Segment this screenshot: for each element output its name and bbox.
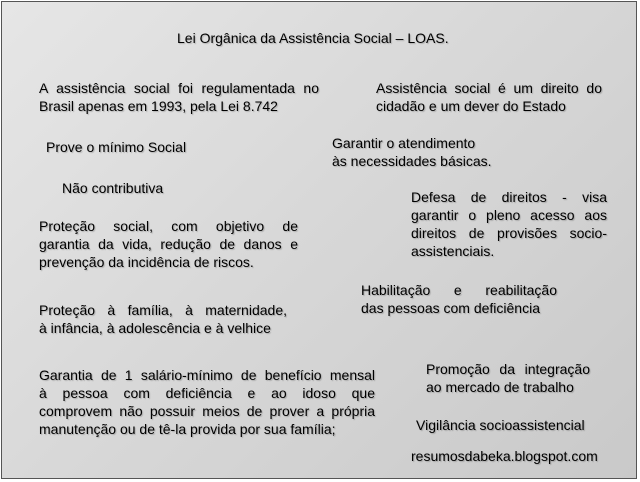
garantia-salario-text [39,366,375,438]
garantia-salario-line-1: Garantia de 1 salário-mínimo de benefício mensal [39,367,375,383]
habilitacao-text [361,281,557,317]
atendimento-line-2: às necessidades básicas. [332,153,492,169]
slide-title: Lei Orgânica da Assistência Social – LOAS. [177,30,449,46]
direito-text [376,79,602,115]
promocao-line-1: Promoção da integração [426,361,590,377]
direito-line-2: cidadão e um dever do Estado [376,98,566,114]
atendimento-line-1: Garantir o atendimento [332,135,476,151]
blog-url-text: resumosdabeka.blogspot.com [411,448,598,464]
defesa-line-4: assistenciais. [411,243,495,259]
defesa-direitos-text [411,188,607,260]
protecao-social-line-1: Proteção social, com objetivo de [39,218,298,234]
habilitacao-line-2: das pessoas com deficiência [361,300,540,316]
vigilancia-text: Vigilância socioassistencial [416,417,585,433]
defesa-line-1: Defesa de direitos - visa [411,189,607,205]
direito-line-1: Assistência social é um direito do [376,80,602,96]
promocao-text [426,360,590,396]
slide [1,1,637,479]
protecao-familia-line-2: à infância, à adolescência e à velhice [39,320,271,336]
atendimento-text [332,134,492,170]
garantia-salario-line-4: manutenção ou de tê-la provida por sua família; [39,421,336,437]
regulamentada-text [39,79,319,115]
protecao-social-text [39,217,298,271]
defesa-line-3: direitos de provisões socio- [411,225,607,241]
regulamentada-line-2: Brasil apenas em 1993, pela Lei 8.742 [39,98,278,114]
protecao-social-line-2: garantia da vida, redução de danos e [39,236,298,252]
promocao-line-2: ao mercado de trabalho [426,379,574,395]
nao-contributiva-text: Não contributiva [62,180,164,196]
minimo-social-text: Prove o mínimo Social [46,139,187,155]
protecao-familia-line-1: Proteção à família, à maternidade, [39,302,287,318]
defesa-line-2: garantir o pleno acesso aos [411,207,607,223]
garantia-salario-line-3: comprovem não possuir meios de prover a própria [39,403,375,419]
garantia-salario-line-2: à pessoa com deficiência e ao idoso que [39,385,375,401]
protecao-social-line-3: prevenção da incidência de riscos. [39,254,254,270]
habilitacao-line-1: Habilitação e reabilitação [361,282,557,298]
regulamentada-line-1: A assistência social foi regulamentada no [39,80,319,96]
protecao-familia-text [39,301,287,337]
